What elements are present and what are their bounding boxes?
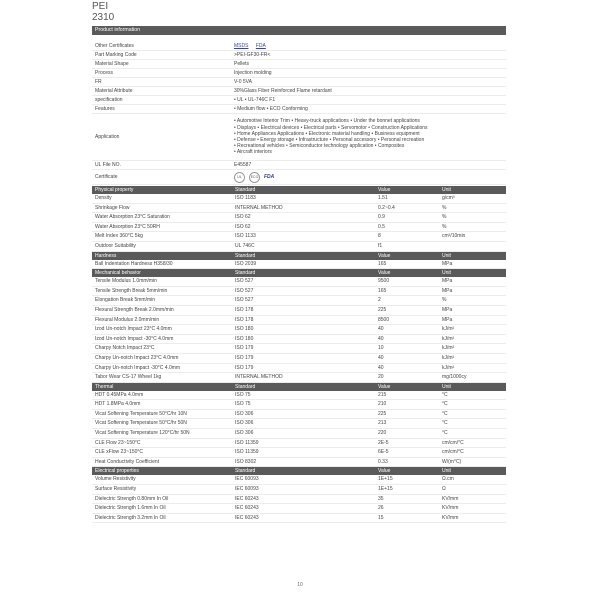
standard: ISO 179: [235, 364, 254, 371]
unit: %: [442, 214, 447, 221]
property-name: Dielectric Strength 1.6mm In Oil: [95, 505, 166, 512]
property-name: Melt Index 360°C 5kg: [95, 233, 143, 240]
info-row-specification: [92, 96, 506, 105]
table-row: [92, 475, 506, 485]
value: 20: [378, 374, 384, 381]
standard: ISO 527: [235, 278, 254, 285]
value: 26: [378, 505, 384, 512]
product-information-header: Product information: [92, 26, 506, 35]
section-header-electrical-properties: [92, 467, 506, 475]
standard: IEC 60243: [235, 514, 259, 521]
unit: kJ/m²: [442, 364, 455, 371]
value: 35: [378, 495, 384, 502]
standard: ISO 75: [235, 401, 251, 408]
unit: W/(m°C): [442, 458, 462, 465]
property-name: Shrinkage Flow: [95, 204, 130, 211]
standard: ISO 62: [235, 223, 251, 230]
value: 40: [378, 354, 384, 361]
table-row: [92, 260, 506, 270]
info-row-other-certificates: [92, 42, 506, 51]
section-title: Physical property: [95, 187, 134, 193]
value: 225: [378, 306, 387, 313]
property-name: Tabor Wear CS-17 Wheel 1kg: [95, 374, 162, 381]
product-information-table: [92, 42, 506, 185]
column-header: Unit: [442, 383, 451, 390]
column-header: Value: [378, 383, 391, 390]
table-row: [92, 354, 506, 364]
column-header: Value: [378, 270, 391, 277]
info-key: Other Certificates: [95, 43, 134, 49]
property-name: Elongation Break 5mm/min: [95, 297, 156, 304]
msds-link[interactable]: MSDS: [234, 43, 249, 49]
info-row-certificate: [92, 170, 506, 185]
table-row: [92, 316, 506, 326]
unit: °C: [442, 401, 448, 408]
value: 9500: [378, 278, 390, 285]
standard: ISO 8302: [235, 458, 257, 465]
property-name: Tensile Modulus 1.0mm/min: [95, 278, 157, 285]
info-key: Material Shape: [95, 61, 129, 67]
table-row: [92, 232, 506, 242]
table-row: [92, 277, 506, 287]
standard: UL 746C: [235, 242, 255, 249]
value: 213: [378, 420, 387, 427]
section-title: Electrical properties: [95, 468, 139, 475]
property-name: Vicat Softening Temperature 120°C/hr 50N: [95, 430, 190, 437]
table-row: [92, 373, 506, 383]
unit: Ω.cm: [442, 476, 454, 483]
datasheet-page: [92, 0, 506, 523]
unit: °C: [442, 391, 448, 398]
value: 220: [378, 430, 387, 437]
table-row: [92, 419, 506, 429]
value: 40: [378, 326, 384, 333]
property-name: Vicat Softening Temperature 50°C/hr 10N: [95, 410, 187, 417]
standard: ISO 75: [235, 391, 251, 398]
property-name: Izod Un-notch Impact 23°C 4.0mm: [95, 326, 172, 333]
value: 0.5: [378, 223, 385, 230]
value: 0.9: [378, 214, 385, 221]
table-row: [92, 325, 506, 335]
value: 6E-5: [378, 449, 389, 456]
section-header-physical-property: [92, 186, 506, 194]
property-name: Density: [95, 195, 112, 201]
unit: %: [442, 223, 447, 230]
property-name: Heat Conductivity Coefficient: [95, 458, 160, 465]
section-header-hardness: [92, 252, 506, 260]
property-name: CLE xFlow 23~150°C: [95, 449, 143, 456]
fda-cert-icon: FDA: [264, 174, 275, 180]
value: 165: [378, 260, 387, 267]
unit: kJ/m²: [442, 354, 455, 361]
column-header: Unit: [442, 252, 451, 259]
standard: IEC 60243: [235, 505, 259, 512]
info-key: Material Attribute: [95, 88, 133, 94]
property-name: Tensile Strength Break 5mm/min: [95, 287, 168, 294]
application-line: • Defense • Energy storage • Infrastructure • Personal accessory • Personal recreation: [234, 137, 425, 143]
unit: mg/1000cy: [442, 374, 467, 381]
application-line: • Automotive Interior Trim • Heavy-truck applications • Under the bonnet applications: [234, 118, 420, 125]
unit: kJ/m²: [442, 326, 455, 333]
unit: MPa: [442, 316, 453, 323]
property-name: Surface Resistivity: [95, 486, 137, 493]
table-row: [92, 335, 506, 345]
column-header: Value: [378, 252, 391, 259]
unit: MPa: [442, 287, 453, 294]
column-header: Unit: [442, 187, 451, 193]
info-row-material-shape: [92, 60, 506, 69]
info-key: specification: [95, 97, 123, 103]
table-row: [92, 448, 506, 458]
standard: INTERNAL METHOD: [235, 204, 283, 211]
table-row: [92, 410, 506, 420]
property-name: Charpy Un-notch Impact -30°C 4.0mm: [95, 364, 181, 371]
table-row: [92, 213, 506, 223]
standard: ISO 179: [235, 354, 254, 361]
value: 1E+15: [378, 476, 393, 483]
ul-cert-icon: UL: [234, 172, 245, 183]
value: 40: [378, 364, 384, 371]
info-value: • Medium flow • ECO Conforming: [234, 106, 308, 112]
table-row: [92, 429, 506, 439]
unit: [442, 242, 506, 251]
info-row-fr: [92, 78, 506, 87]
value: 0.33: [378, 458, 388, 465]
standard: ISO 2039: [235, 260, 257, 267]
unit: %: [442, 297, 447, 304]
unit: %: [442, 204, 447, 211]
table-row: [92, 306, 506, 316]
table-row: [92, 400, 506, 410]
column-header: Standard: [235, 468, 256, 475]
table-row: [92, 485, 506, 495]
unit: kJ/m²: [442, 345, 455, 352]
info-value: E45587: [234, 162, 252, 168]
unit: KV/mm: [442, 495, 459, 502]
standard: INTERNAL METHOD: [235, 374, 283, 381]
table-row: [92, 223, 506, 233]
info-row-part-marking-code: [92, 51, 506, 60]
property-name: Dielectric Strength 3.2mm In Oil: [95, 514, 166, 521]
standard: ISO 306: [235, 430, 254, 437]
column-header: Value: [378, 468, 391, 475]
property-name: Charpy Notch Impact 23°C: [95, 345, 155, 352]
unit: °C: [442, 420, 448, 427]
value: 40: [378, 335, 384, 342]
table-row: [92, 287, 506, 297]
info-key: Certificate: [95, 174, 118, 180]
value: 8: [378, 233, 381, 240]
property-name: Charpy Un-notch Impact 23°C 4.0mm: [95, 354, 179, 361]
info-row-material-attribute: [92, 87, 506, 96]
unit: MPa: [442, 306, 453, 313]
value: 165: [378, 287, 387, 294]
standard: IEC 60093: [235, 486, 259, 493]
unit: KV/mm: [442, 514, 459, 521]
value: 10: [378, 345, 384, 352]
standard: ISO 1133: [235, 233, 256, 240]
section-header-thermal: [92, 383, 506, 391]
standard: ISO 179: [235, 345, 254, 352]
property-name: Water Absorption 23°C 50RH: [95, 223, 160, 230]
unit: cm/cm/°C: [442, 439, 464, 446]
standard: ISO 178: [235, 306, 254, 313]
value: 15: [378, 514, 384, 521]
unit: °C: [442, 410, 448, 417]
table-row: [92, 495, 506, 505]
info-key: Application: [95, 134, 120, 140]
page-number: 10: [297, 582, 303, 588]
table-row: [92, 194, 506, 204]
standard: ISO 11359: [235, 449, 259, 456]
property-name: Volume Resistivity: [95, 476, 136, 483]
section-title: Thermal: [95, 383, 114, 390]
property-name: Water Absorption 23°C Saturation: [95, 214, 170, 221]
section-title: Hardness: [95, 252, 117, 259]
value: 2: [378, 297, 381, 304]
table-row: [92, 204, 506, 214]
unit: MPa: [442, 278, 453, 285]
column-header: Standard: [235, 252, 256, 259]
standard: ISO 11359: [235, 439, 259, 446]
standard: ISO 306: [235, 420, 254, 427]
unit: KV/mm: [442, 505, 459, 512]
value: 210: [378, 401, 387, 408]
property-name: Flexural Modulus 2.0mm/min: [95, 316, 160, 323]
section-title: Mechanical behavior: [95, 270, 141, 277]
value: 0.2~0.4: [378, 204, 395, 211]
application-line: • Aircraft interiors: [234, 149, 272, 156]
property-name: Flexural Strength Break 2.0mm/min: [95, 306, 174, 313]
table-row: [92, 439, 506, 449]
standard: ISO 180: [235, 326, 254, 333]
property-name: HDT 1.8MPa 4.0mm: [95, 401, 141, 408]
unit: °C: [442, 430, 448, 437]
info-value: Pellets: [234, 61, 250, 67]
value: 2E-5: [378, 439, 389, 446]
property-name: Ball Indentation Hardness H358/30: [95, 260, 173, 267]
info-value: >PEI-GF30-FR<: [234, 52, 271, 58]
info-key: UL File NO.: [95, 162, 121, 168]
product-grade: 2310: [92, 12, 115, 23]
standard: ISO 527: [235, 297, 254, 304]
application-line: • Home Appliances Applications • Electronic material handling • Business equipment: [234, 130, 420, 137]
info-row-features: [92, 105, 506, 114]
info-value: V-0 5VA: [234, 79, 252, 85]
standard: ISO 178: [235, 316, 254, 323]
certificate-badges: [234, 171, 506, 183]
table-row: [92, 391, 506, 401]
standard: ISO 180: [235, 335, 254, 342]
column-header: Unit: [442, 468, 451, 475]
unit: Ω: [442, 486, 446, 493]
standard: IEC 60243: [235, 495, 259, 502]
value: 225: [378, 410, 387, 417]
property-name: CLE Flow 23~150°C: [95, 439, 141, 446]
standard: ISO 1183: [235, 195, 256, 201]
value: 8500: [378, 316, 390, 323]
info-row-process: [92, 69, 506, 78]
column-header: Value: [378, 187, 391, 193]
product-name: PEI: [92, 1, 109, 12]
property-name: Izod Un-notch Impact -30°C 4.0mm: [95, 335, 174, 342]
table-row: [92, 296, 506, 306]
unit: cm/cm/°C: [442, 449, 464, 456]
info-row-application: [92, 114, 506, 161]
unit: cm³/10min: [442, 233, 466, 240]
table-row: [92, 504, 506, 514]
eco-cert-icon: ECO: [249, 172, 260, 183]
property-name: HDT 0.45MPa 4.0mm: [95, 391, 144, 398]
info-key: Process: [95, 70, 114, 76]
value: 1.51: [378, 195, 388, 201]
column-header: Standard: [235, 270, 256, 277]
column-header: Unit: [442, 270, 451, 277]
value: 1E+15: [378, 486, 393, 493]
info-value: Injection molding: [234, 70, 272, 76]
table-row: [92, 458, 506, 468]
table-row: [92, 242, 506, 252]
info-key: Features: [95, 106, 115, 112]
property-name: Vicat Softening Temperature 50°C/hr 50N: [95, 420, 187, 427]
table-row: [92, 344, 506, 354]
standard: ISO 62: [235, 214, 251, 221]
column-header: Standard: [235, 187, 256, 193]
fda-link[interactable]: FDA: [255, 43, 266, 49]
application-list: [234, 116, 506, 157]
info-value: 30%Glass Fiber Reinforced Flame retardant: [234, 88, 332, 94]
application-line: • Displays • Electrical devices • Electrical parts • Servomotor • Construction Applications: [234, 124, 428, 131]
property-name: Dielectric Strength 0.80mm In Oil: [95, 495, 169, 502]
property-name: Outdoor Suitability: [95, 242, 136, 249]
info-key: FR: [95, 79, 102, 85]
standard: ISO 306: [235, 410, 254, 417]
table-row: [92, 514, 506, 524]
unit: g/cm³: [442, 195, 455, 201]
value: 215: [378, 391, 387, 398]
standard: ISO 527: [235, 287, 254, 294]
table-row: [92, 364, 506, 374]
info-row-ul-file: [92, 161, 506, 170]
property-tables: [92, 186, 506, 523]
value: f1: [378, 242, 383, 249]
unit: kJ/m²: [442, 335, 455, 342]
unit: MPa: [442, 260, 453, 267]
info-key: Part Marking Code: [95, 52, 137, 58]
column-header: Standard: [235, 383, 256, 390]
info-value: • UL • UL-746C F1: [234, 97, 276, 103]
application-line: • Recreational vehicles • Semiconductor technology application • Composites: [234, 143, 405, 150]
section-header-mechanical-behavior: [92, 269, 506, 277]
standard: IEC 60093: [235, 476, 259, 483]
